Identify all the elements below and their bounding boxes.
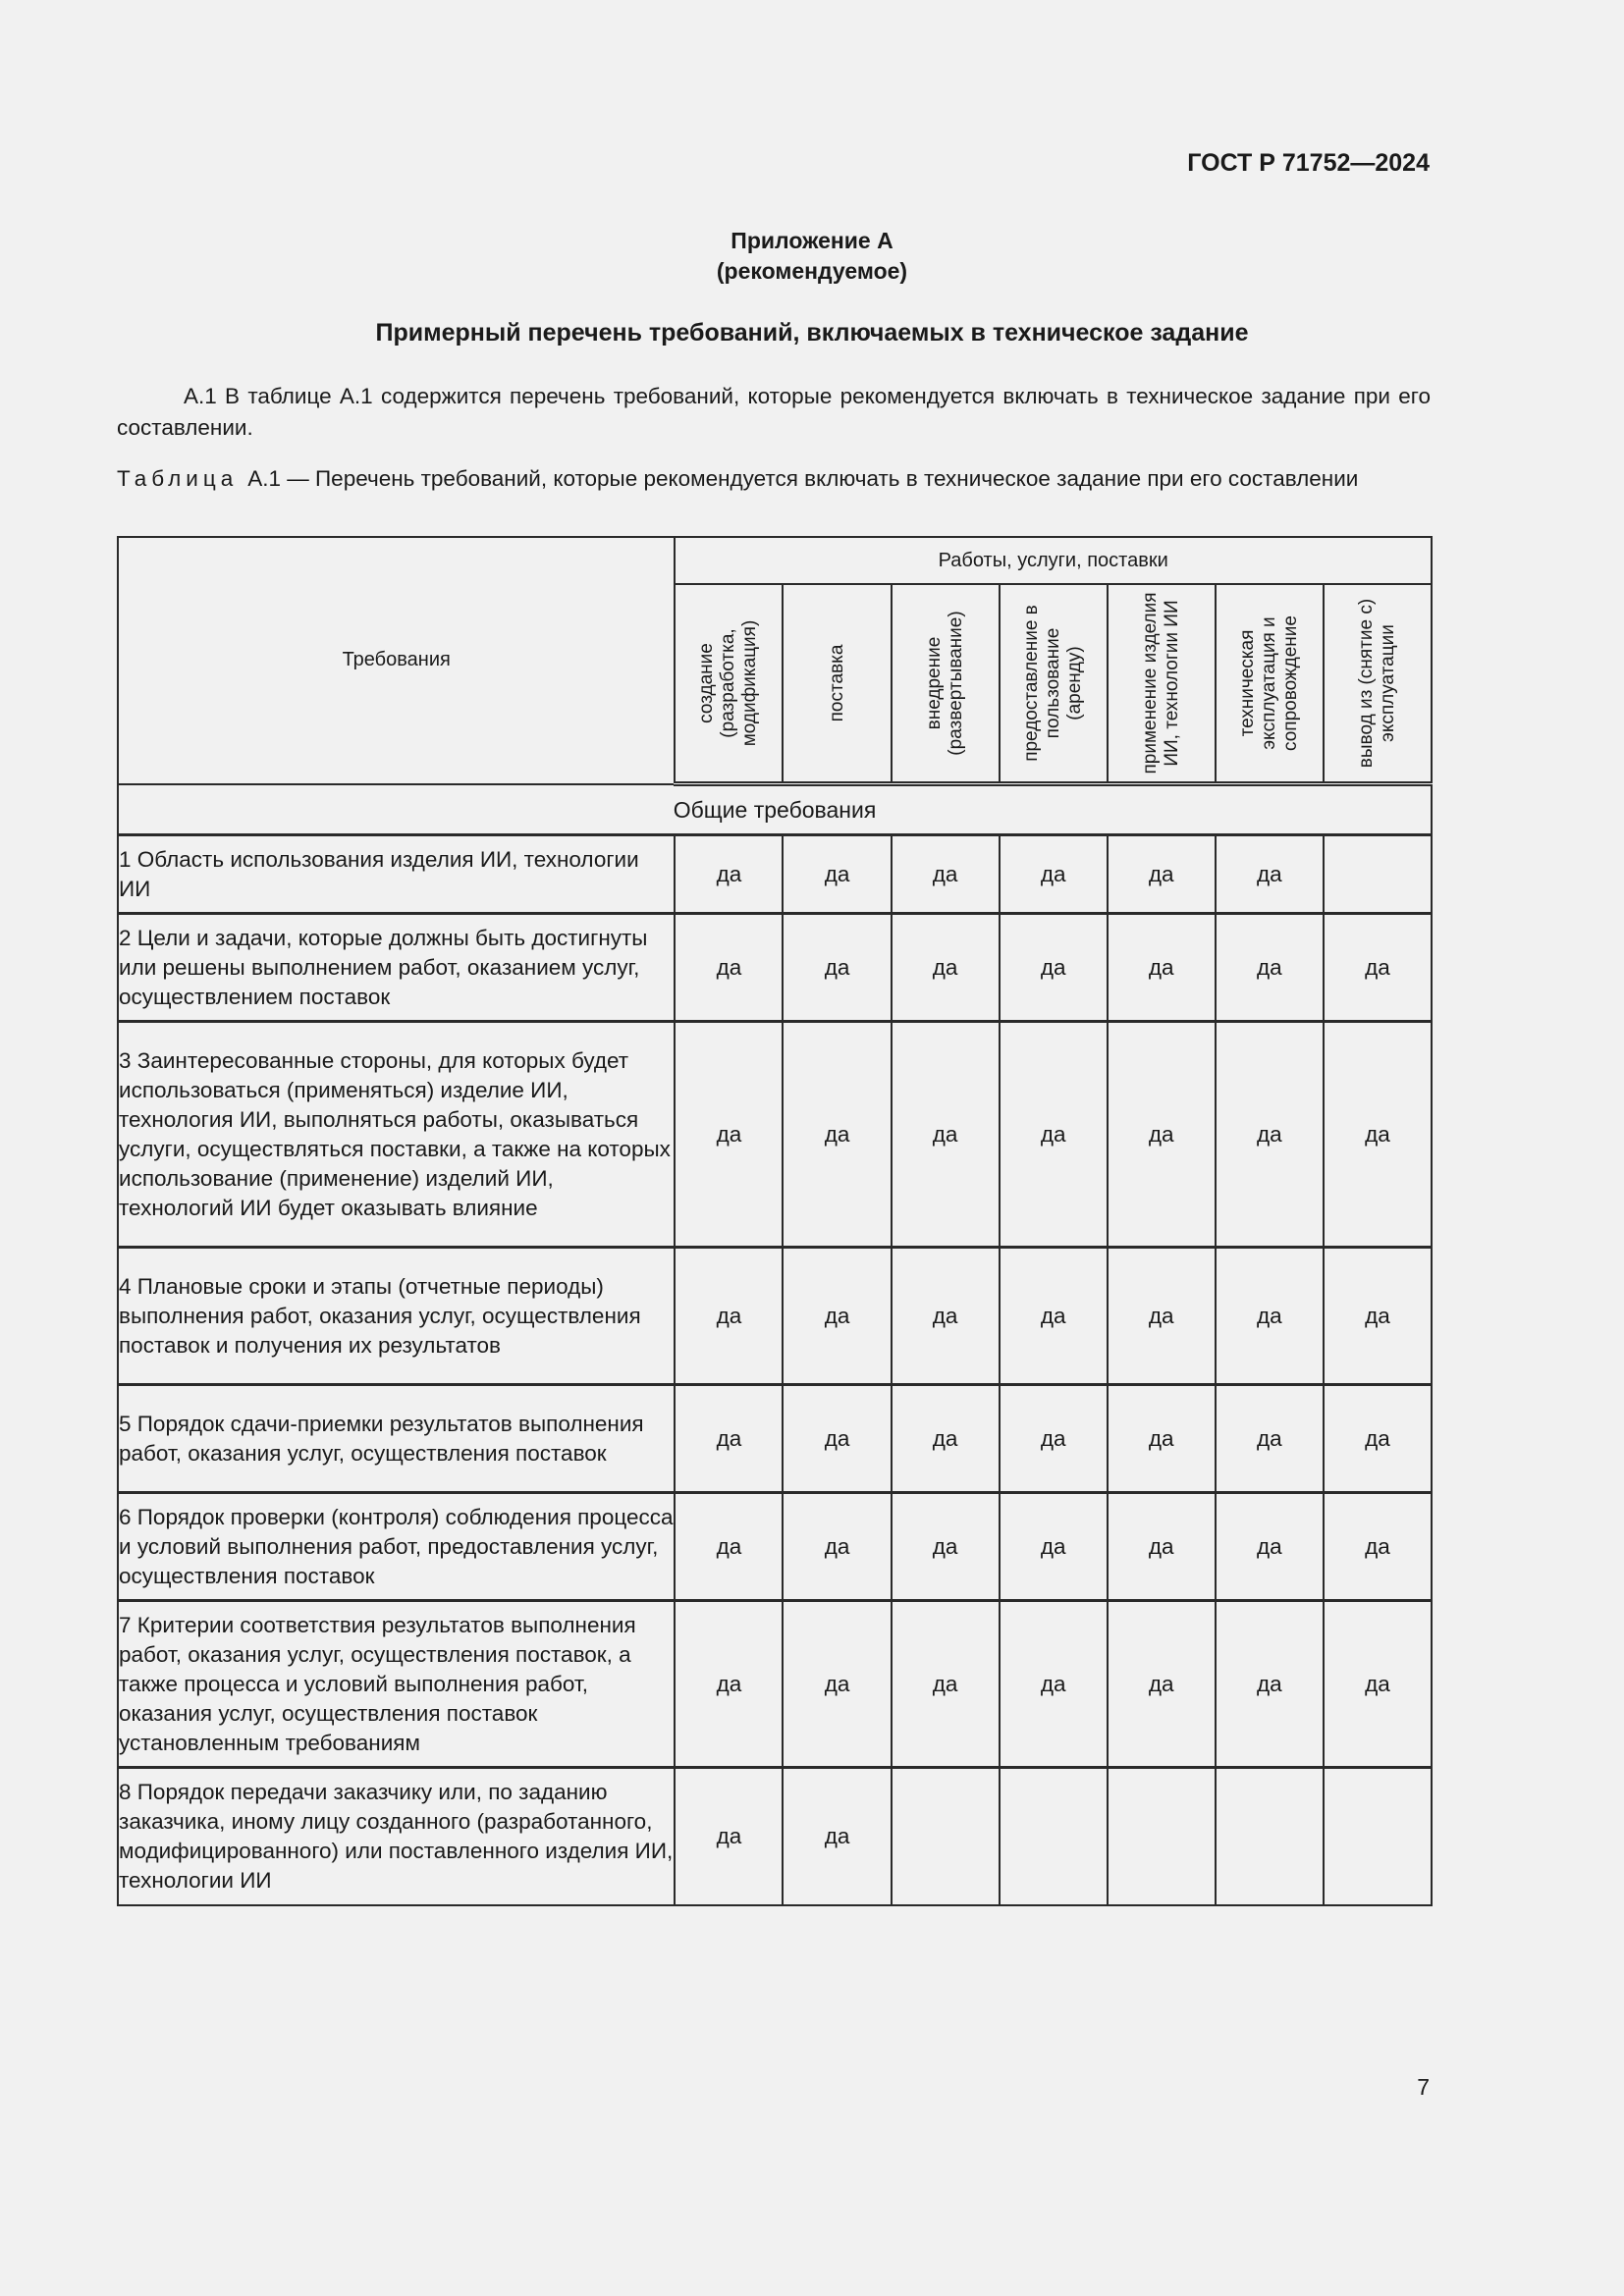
applicability-cell: да — [675, 1022, 783, 1248]
table-row — [118, 1022, 1432, 1248]
applicability-cell: да — [892, 1385, 1000, 1493]
applicability-cell: да — [783, 1601, 891, 1768]
applicability-cell: да — [1324, 914, 1432, 1022]
table-caption-text: А.1 — Перечень требований, которые рекомендуется включать в техническое задание при его составлении — [247, 466, 1359, 491]
applicability-cell: да — [892, 835, 1000, 914]
applicability-cell: да — [783, 1248, 891, 1385]
document-code: ГОСТ Р 71752—2024 — [1187, 149, 1430, 177]
applicability-cell: да — [675, 1493, 783, 1601]
applicability-cell: да — [1000, 1601, 1108, 1768]
column-header-lease: предоставление в пользование (аренду) — [1000, 584, 1108, 784]
applicability-cell — [1324, 835, 1432, 914]
applicability-cell: да — [783, 1022, 891, 1248]
column-header-deployment: внедрение (развертывание) — [892, 584, 1000, 784]
applicability-cell: да — [1216, 1022, 1324, 1248]
applicability-cell: да — [1108, 1022, 1216, 1248]
section-row-general: Общие требования — [118, 784, 1432, 835]
applicability-cell: да — [1000, 835, 1108, 914]
applicability-cell: да — [1216, 1248, 1324, 1385]
applicability-cell: да — [675, 1768, 783, 1905]
applicability-cell: да — [783, 1768, 891, 1905]
column-header-maintenance: техническая эксплуатация и сопровождение — [1216, 584, 1324, 784]
applicability-cell: да — [1216, 835, 1324, 914]
requirement-text: 3 Заинтересованные стороны, для которых будет использоваться (применяться) изделие ИИ, технология ИИ, выполняться работы, оказываться услуги, осуществляться поставки, а также на которых использование (применение) изделий ИИ, технологий ИИ будет оказывать влияние — [118, 1022, 675, 1248]
applicability-cell: да — [1324, 1601, 1432, 1768]
appendix-status: (рекомендуемое) — [716, 258, 908, 284]
works-group-header: Работы, услуги, поставки — [675, 537, 1432, 584]
applicability-cell: да — [1000, 1248, 1108, 1385]
applicability-cell: да — [675, 1601, 783, 1768]
requirement-text: 1 Область использования изделия ИИ, технологии ИИ — [118, 835, 675, 914]
applicability-cell: да — [892, 914, 1000, 1022]
applicability-cell: да — [783, 1493, 891, 1601]
column-header-supply: поставка — [783, 584, 891, 784]
applicability-cell: да — [892, 1022, 1000, 1248]
requirement-text: 8 Порядок передачи заказчику или, по заданию заказчика, иному лицу созданного (разработанного, модифицированного) или поставленного изделия ИИ, технологии ИИ — [118, 1768, 675, 1905]
applicability-cell — [1216, 1768, 1324, 1905]
table-row — [118, 1493, 1432, 1601]
applicability-cell: да — [1000, 1493, 1108, 1601]
applicability-cell — [1000, 1768, 1108, 1905]
column-header-decommission: вывод из (снятие с) эксплуатации — [1324, 584, 1432, 784]
requirement-text: 4 Плановые сроки и этапы (отчетные периоды) выполнения работ, оказания услуг, осуществления поставок и получения их результатов — [118, 1248, 675, 1385]
requirement-text: 7 Критерии соответствия результатов выполнения работ, оказания услуг, осуществления поставок, а также процесса и условий выполнения работ, оказания услуг, осуществления поставок установленным требованиям — [118, 1601, 675, 1768]
table-row — [118, 835, 1432, 914]
table-caption — [117, 463, 1431, 495]
applicability-cell: да — [1000, 1385, 1108, 1493]
applicability-cell: да — [1216, 914, 1324, 1022]
applicability-cell: да — [1108, 1493, 1216, 1601]
intro-paragraph: А.1 В таблице А.1 содержится перечень требований, которые рекомендуется включать в техническое задание при его составлении. — [117, 384, 1431, 440]
page-number: 7 — [1417, 2074, 1430, 2100]
applicability-cell: да — [783, 835, 891, 914]
applicability-cell: да — [675, 914, 783, 1022]
applicability-cell: да — [892, 1493, 1000, 1601]
applicability-cell: да — [892, 1248, 1000, 1385]
applicability-cell — [1108, 1768, 1216, 1905]
applicability-cell: да — [675, 835, 783, 914]
applicability-cell: да — [675, 1248, 783, 1385]
requirement-text: 5 Порядок сдачи-приемки результатов выполнения работ, оказания услуг, осуществления поставок — [118, 1385, 675, 1493]
section-title: Примерный перечень требований, включаемых в техническое задание — [375, 319, 1249, 347]
table-row — [118, 1248, 1432, 1385]
applicability-cell: да — [1108, 1248, 1216, 1385]
applicability-cell: да — [1108, 835, 1216, 914]
table-row — [118, 1385, 1432, 1493]
table-caption-label: Таблица — [117, 466, 239, 491]
applicability-cell: да — [1324, 1493, 1432, 1601]
applicability-cell: да — [1324, 1385, 1432, 1493]
applicability-cell: да — [675, 1385, 783, 1493]
requirement-text: 6 Порядок проверки (контроля) соблюдения процесса и условий выполнения работ, предоставления услуг, осуществления поставок — [118, 1493, 675, 1601]
appendix-heading — [0, 226, 1624, 287]
requirements-table — [117, 536, 1433, 1906]
applicability-cell: да — [892, 1601, 1000, 1768]
applicability-cell: да — [1108, 914, 1216, 1022]
applicability-cell: да — [1216, 1385, 1324, 1493]
column-header-creation: создание (разработка, модификация) — [675, 584, 783, 784]
applicability-cell: да — [783, 914, 891, 1022]
applicability-cell: да — [1216, 1601, 1324, 1768]
applicability-cell: да — [1000, 914, 1108, 1022]
table-row — [118, 914, 1432, 1022]
applicability-cell: да — [1324, 1248, 1432, 1385]
applicability-cell: да — [1000, 1022, 1108, 1248]
appendix-title: Приложение А — [731, 228, 893, 253]
applicability-cell — [1324, 1768, 1432, 1905]
requirement-text: 2 Цели и задачи, которые должны быть достигнуты или решены выполнением работ, оказанием услуг, осуществлением поставок — [118, 914, 675, 1022]
table-row — [118, 1601, 1432, 1768]
applicability-cell: да — [783, 1385, 891, 1493]
applicability-cell: да — [1324, 1022, 1432, 1248]
applicability-cell — [892, 1768, 1000, 1905]
applicability-cell: да — [1108, 1601, 1216, 1768]
applicability-cell: да — [1216, 1493, 1324, 1601]
requirements-column-header: Требования — [118, 537, 675, 784]
column-header-application: применение изделия ИИ, технологии ИИ — [1108, 584, 1216, 784]
table-row — [118, 1768, 1432, 1905]
applicability-cell: да — [1108, 1385, 1216, 1493]
